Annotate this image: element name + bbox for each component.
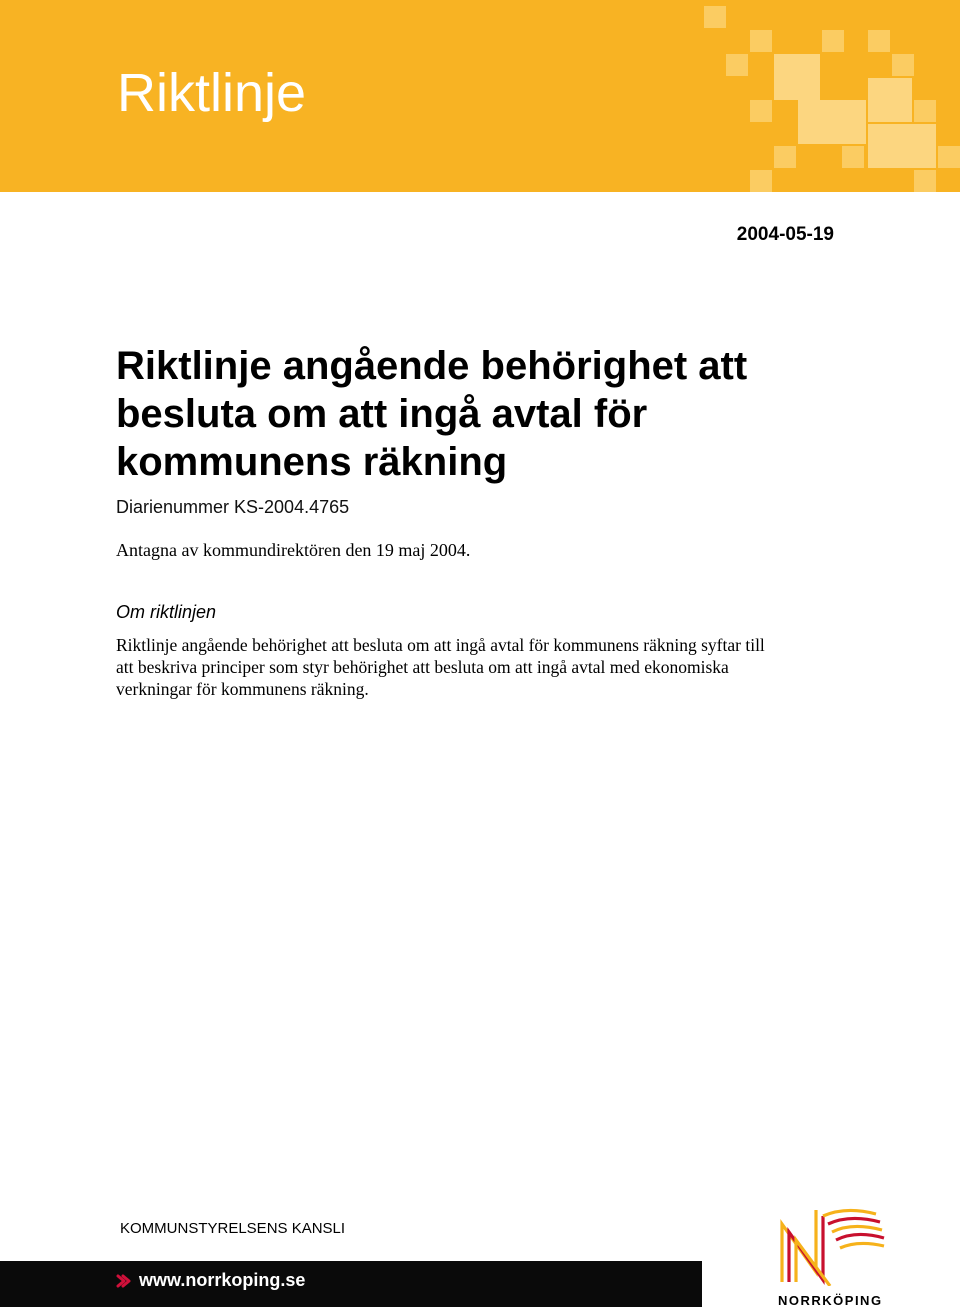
arrow-right-icon xyxy=(115,1272,133,1290)
decor-square xyxy=(822,30,844,52)
document-title: Riktlinje angående behörighet att besluta om att ingå avtal för kommunens räkning xyxy=(116,344,748,484)
decor-square xyxy=(914,170,936,192)
norrkoping-logo xyxy=(776,1202,886,1286)
document-date: 2004-05-19 xyxy=(736,224,834,245)
adoption-note: Antagna av kommundirektören den 19 maj 2004. xyxy=(116,540,471,560)
department-name: KOMMUNSTYRELSENS KANSLI xyxy=(120,1220,346,1237)
website-url: www.norrkoping.se xyxy=(139,1270,306,1290)
decor-square xyxy=(774,54,820,100)
decor-square xyxy=(914,100,936,122)
decor-square xyxy=(868,78,912,122)
decor-square xyxy=(868,124,936,168)
decor-square xyxy=(750,100,772,122)
decor-square xyxy=(726,54,748,76)
footer-bar xyxy=(0,1261,702,1307)
decor-square xyxy=(842,146,864,168)
decor-square xyxy=(892,54,914,76)
decor-square xyxy=(868,30,890,52)
decor-square xyxy=(704,6,726,28)
diarienummer: Diarienummer KS-2004.4765 xyxy=(116,497,350,517)
website-link[interactable] xyxy=(115,1270,305,1291)
decor-square xyxy=(798,100,866,144)
header-banner xyxy=(0,0,960,192)
decor-square xyxy=(750,30,772,52)
section-heading: Om riktlinjen xyxy=(116,602,217,622)
banner-title: Riktlinje xyxy=(117,63,307,123)
logo-text: NORRKÖPING xyxy=(778,1293,883,1308)
decor-square xyxy=(938,146,960,168)
decor-square xyxy=(774,146,796,168)
decor-square xyxy=(750,170,772,192)
section-body: Riktlinje angående behörighet att besluta om att ingå avtal för kommunens räkning syftar till att beskriva principer som styr behörighet att besluta om att ingå avtal med ekonomiska verkningar för kommunens räkning. xyxy=(116,635,765,699)
